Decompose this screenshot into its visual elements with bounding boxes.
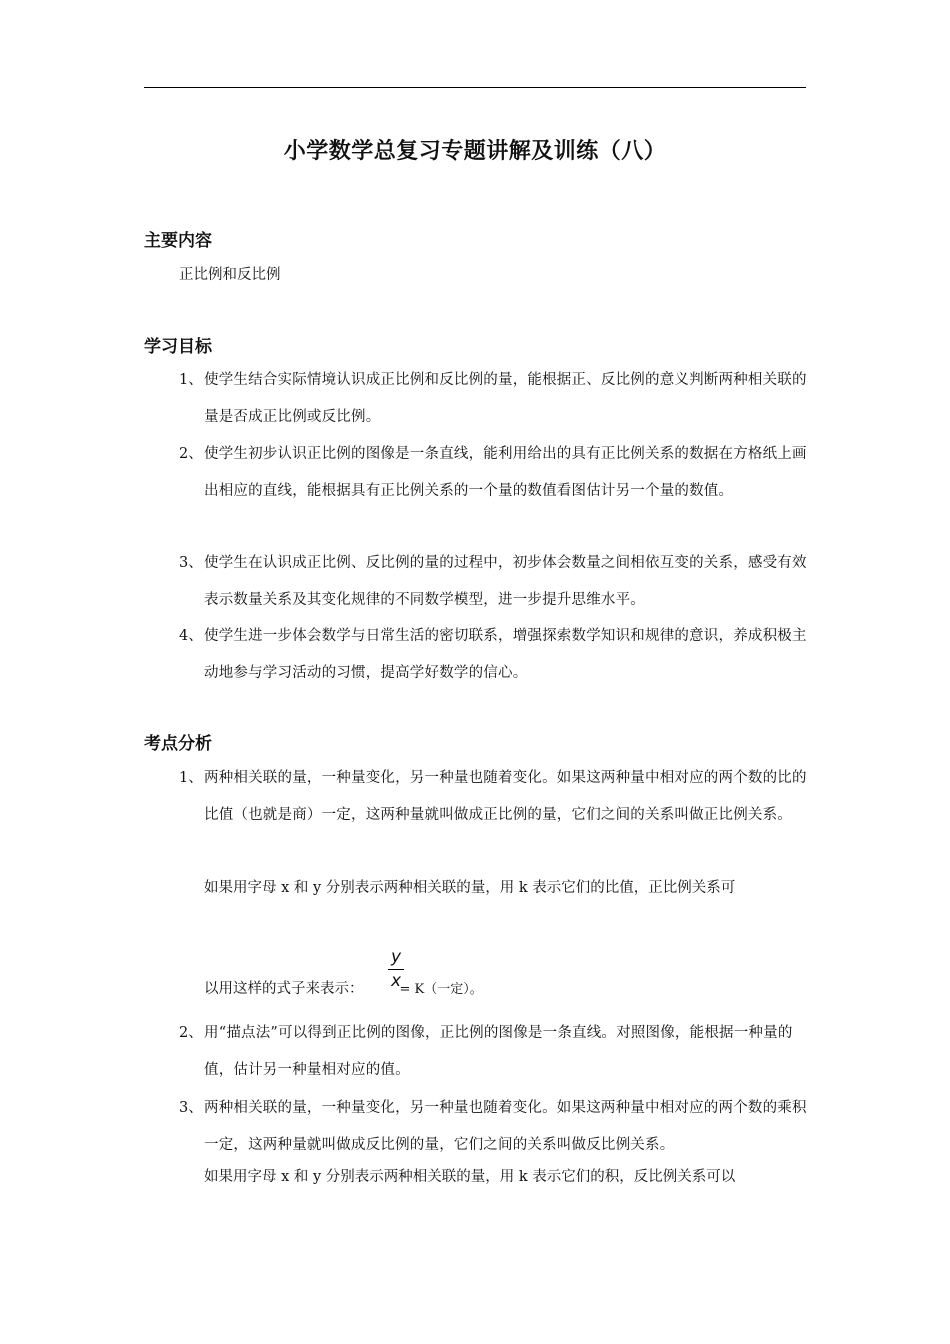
header-rule <box>144 87 806 88</box>
formula-suffix: = K（一定）。 <box>399 982 483 997</box>
fraction-numerator: y <box>390 947 402 967</box>
analysis-item <box>179 1090 819 1164</box>
goal-item <box>179 362 819 436</box>
goal-item-text: 使学生在认识成正比例、反比例的量的过程中，初步体会数量之间相依互变的关系，感受有效表示数量关系及其变化规律的不同数学模型，进一步提升思维水平。 <box>204 555 807 608</box>
goal-item-text: 使学生进一步体会数学与日常生活的密切联系，增强探索数学知识和规律的意识，养成积极主动地参与学习活动的习惯，提高学好数学的信心。 <box>204 628 807 681</box>
content-text: 正比例和反比例 <box>179 267 281 283</box>
goal-item-text: 使学生结合实际情境认识成正比例和反比例的量，能根据正、反比例的意义判断两种相关联的量是否成正比例或反比例。 <box>204 372 807 425</box>
analysis-item-text: 用“描点法”可以得到正比例的图像，正比例的图像是一条直线。对照图像，能根据一种量的值，估计另一种量相对应的值。 <box>204 1025 793 1078</box>
section-heading-content: 主要内容 <box>144 231 212 251</box>
analysis-item-text: 两种相关联的量，一种量变化，另一种量也随着变化。如果这两种量中相对应的两个数的比的比值（也就是商）一定，这两种量就叫做成正比例的量，它们之间的关系叫做正比例关系。 <box>204 770 807 823</box>
analysis-item-number: 1、 <box>179 770 203 786</box>
goal-item <box>179 436 819 510</box>
analysis-item <box>179 1015 819 1089</box>
analysis-item-text: 两种相关联的量，一种量变化，另一种量也随着变化。如果这两种量中相对应的两个数的乘积一定，这两种量就叫做成反比例的量，它们之间的关系叫做反比例关系。 <box>204 1100 807 1153</box>
goal-item-number: 4、 <box>179 628 203 644</box>
analysis-item-number: 3、 <box>179 1100 203 1116</box>
fraction-denominator: x <box>390 971 402 991</box>
analysis-item <box>179 760 819 834</box>
analysis-item-number: 2、 <box>179 1025 203 1041</box>
goal-item-number: 1、 <box>179 372 203 388</box>
goal-item-number: 2、 <box>179 446 203 462</box>
fraction-bar <box>388 969 404 970</box>
goal-item <box>179 618 819 692</box>
section-heading-analysis: 考点分析 <box>144 734 212 754</box>
document-title: 小学数学总复习专题讲解及训练（八） <box>283 139 667 164</box>
goal-item-text: 使学生初步认识正比例的图像是一条直线，能利用给出的具有正比例关系的数据在方格纸上画出相应的直线，能根据具有正比例关系的一个量的数值看图估计另一个量的数值。 <box>204 446 807 499</box>
formula-line <box>204 977 483 998</box>
formula-prefix: 以用这样的式子来表示： <box>204 981 364 997</box>
section-heading-goals: 学习目标 <box>144 337 212 357</box>
analysis-item3-formula-intro: 如果用字母 x 和 y 分别表示两种相关联的量，用 k 表示它们的积，反比例关系可以 <box>204 1169 736 1185</box>
goal-item <box>179 545 819 619</box>
goal-item-number: 3、 <box>179 555 203 571</box>
analysis-item1-formula-intro: 如果用字母 x 和 y 分别表示两种相关联的量，用 k 表示它们的比值，正比例关系可 <box>204 880 736 896</box>
